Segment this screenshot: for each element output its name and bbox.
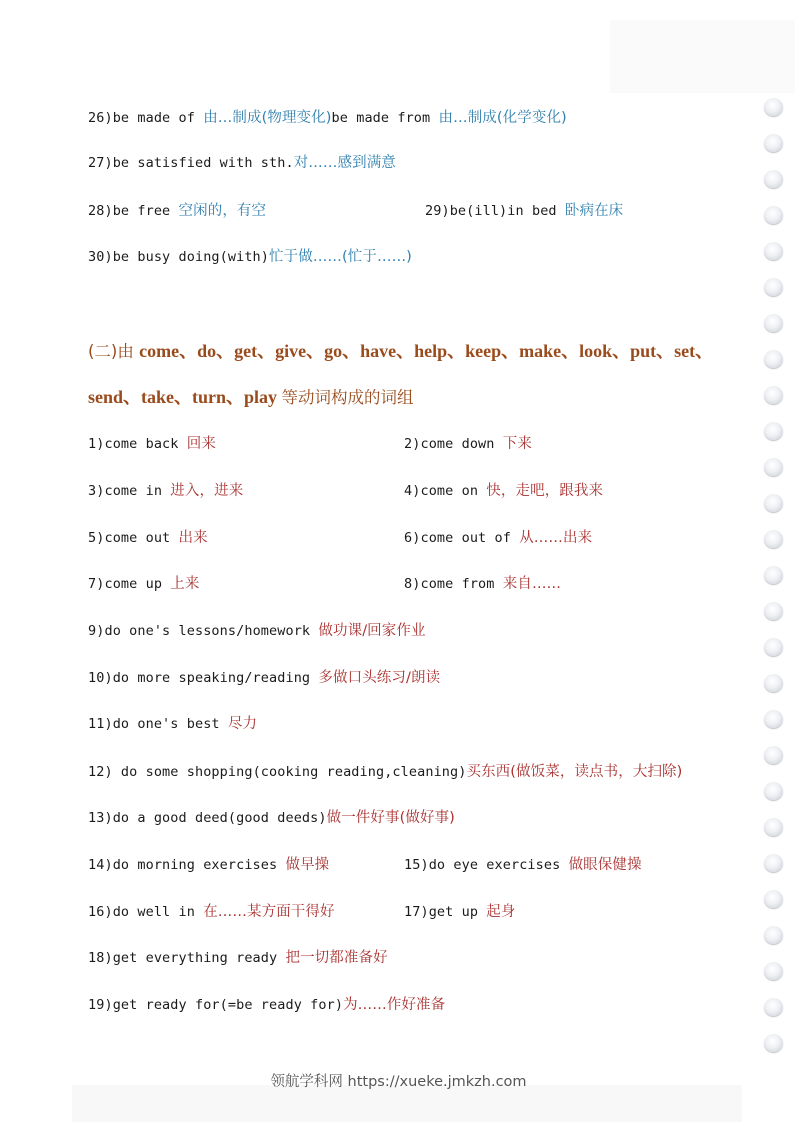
ring-hole-icon xyxy=(764,710,783,728)
ring-hole-icon xyxy=(764,818,783,836)
ring-hole-icon xyxy=(764,134,783,152)
ring-hole-icon xyxy=(764,962,783,980)
list-item: 7)come up 上来 xyxy=(88,576,200,592)
ring-hole-icon xyxy=(764,782,783,800)
ring-hole-icon xyxy=(764,314,783,332)
ring-hole-icon xyxy=(764,746,783,764)
ring-hole-icon xyxy=(764,602,783,620)
list-item: 13)do a good deed(good deeds)做一件好事(做好事) xyxy=(88,810,455,826)
scan-shade-top xyxy=(610,20,795,93)
list-item: 18)get everything ready 把一切都准备好 xyxy=(88,950,388,966)
list-item: 12) do some shopping(cooking reading,cleaning)买东西(做饭菜，读点书，大扫除) xyxy=(88,764,683,780)
footer-watermark: 领航学科网 https://xueke.jmkzh.com xyxy=(270,1074,527,1090)
ring-hole-icon xyxy=(764,170,783,188)
ring-hole-icon xyxy=(764,278,783,296)
list-item: 29)be(ill)in bed 卧病在床 xyxy=(425,203,624,219)
list-item: 5)come out 出来 xyxy=(88,530,208,546)
ring-hole-icon xyxy=(764,98,783,116)
ring-hole-icon xyxy=(764,926,783,944)
list-item: 27)be satisfied with sth.对……感到满意 xyxy=(88,155,396,171)
ring-hole-icon xyxy=(764,422,783,440)
ring-hole-icon xyxy=(764,638,783,656)
ring-hole-icon xyxy=(764,206,783,224)
list-item: 6)come out of 从……出来 xyxy=(404,530,593,546)
list-item: 17)get up 起身 xyxy=(404,904,516,920)
ring-hole-icon xyxy=(764,566,783,584)
list-item: 4)come on 快，走吧，跟我来 xyxy=(404,483,604,499)
ring-hole-icon xyxy=(764,350,783,368)
ring-hole-icon xyxy=(764,674,783,692)
list-item: 3)come in 进入，进来 xyxy=(88,483,244,499)
ring-hole-icon xyxy=(764,530,783,548)
list-item: 15)do eye exercises 做眼保健操 xyxy=(404,857,642,873)
ring-hole-icon xyxy=(764,386,783,404)
list-item: 19)get ready for(=be ready for)为……作好准备 xyxy=(88,997,446,1013)
list-item: 8)come from 来自…… xyxy=(404,576,562,592)
ring-hole-icon xyxy=(764,1034,783,1052)
list-item: 26)be made of 由…制成(物理变化)be made from 由…制成(化学变化) xyxy=(88,110,567,126)
list-item: 16)do well in 在……某方面干得好 xyxy=(88,904,335,920)
list-item: 30)be busy doing(with)忙于做……(忙于……) xyxy=(88,249,412,265)
list-item: 14)do morning exercises 做早操 xyxy=(88,857,330,873)
ring-hole-icon xyxy=(764,242,783,260)
section-heading-line2: send、take、turn、play 等动词构成的词组 xyxy=(88,387,414,407)
section-heading: (二)由 come、do、get、give、go、have、help、keep、make、look、put、set、 xyxy=(88,341,714,361)
list-item: 9)do one's lessons/homework 做功课/回家作业 xyxy=(88,623,426,639)
ring-hole-icon xyxy=(764,998,783,1016)
list-item: 28)be free 空闲的，有空 xyxy=(88,203,267,219)
list-item: 2)come down 下来 xyxy=(404,436,532,452)
list-item: 11)do one's best 尽力 xyxy=(88,716,258,732)
ring-hole-icon xyxy=(764,890,783,908)
ring-hole-icon xyxy=(764,494,783,512)
ring-hole-icon xyxy=(764,458,783,476)
list-item: 10)do more speaking/reading 多做口头练习/朗读 xyxy=(88,670,441,686)
list-item: 1)come back 回来 xyxy=(88,436,216,452)
ring-hole-icon xyxy=(764,854,783,872)
